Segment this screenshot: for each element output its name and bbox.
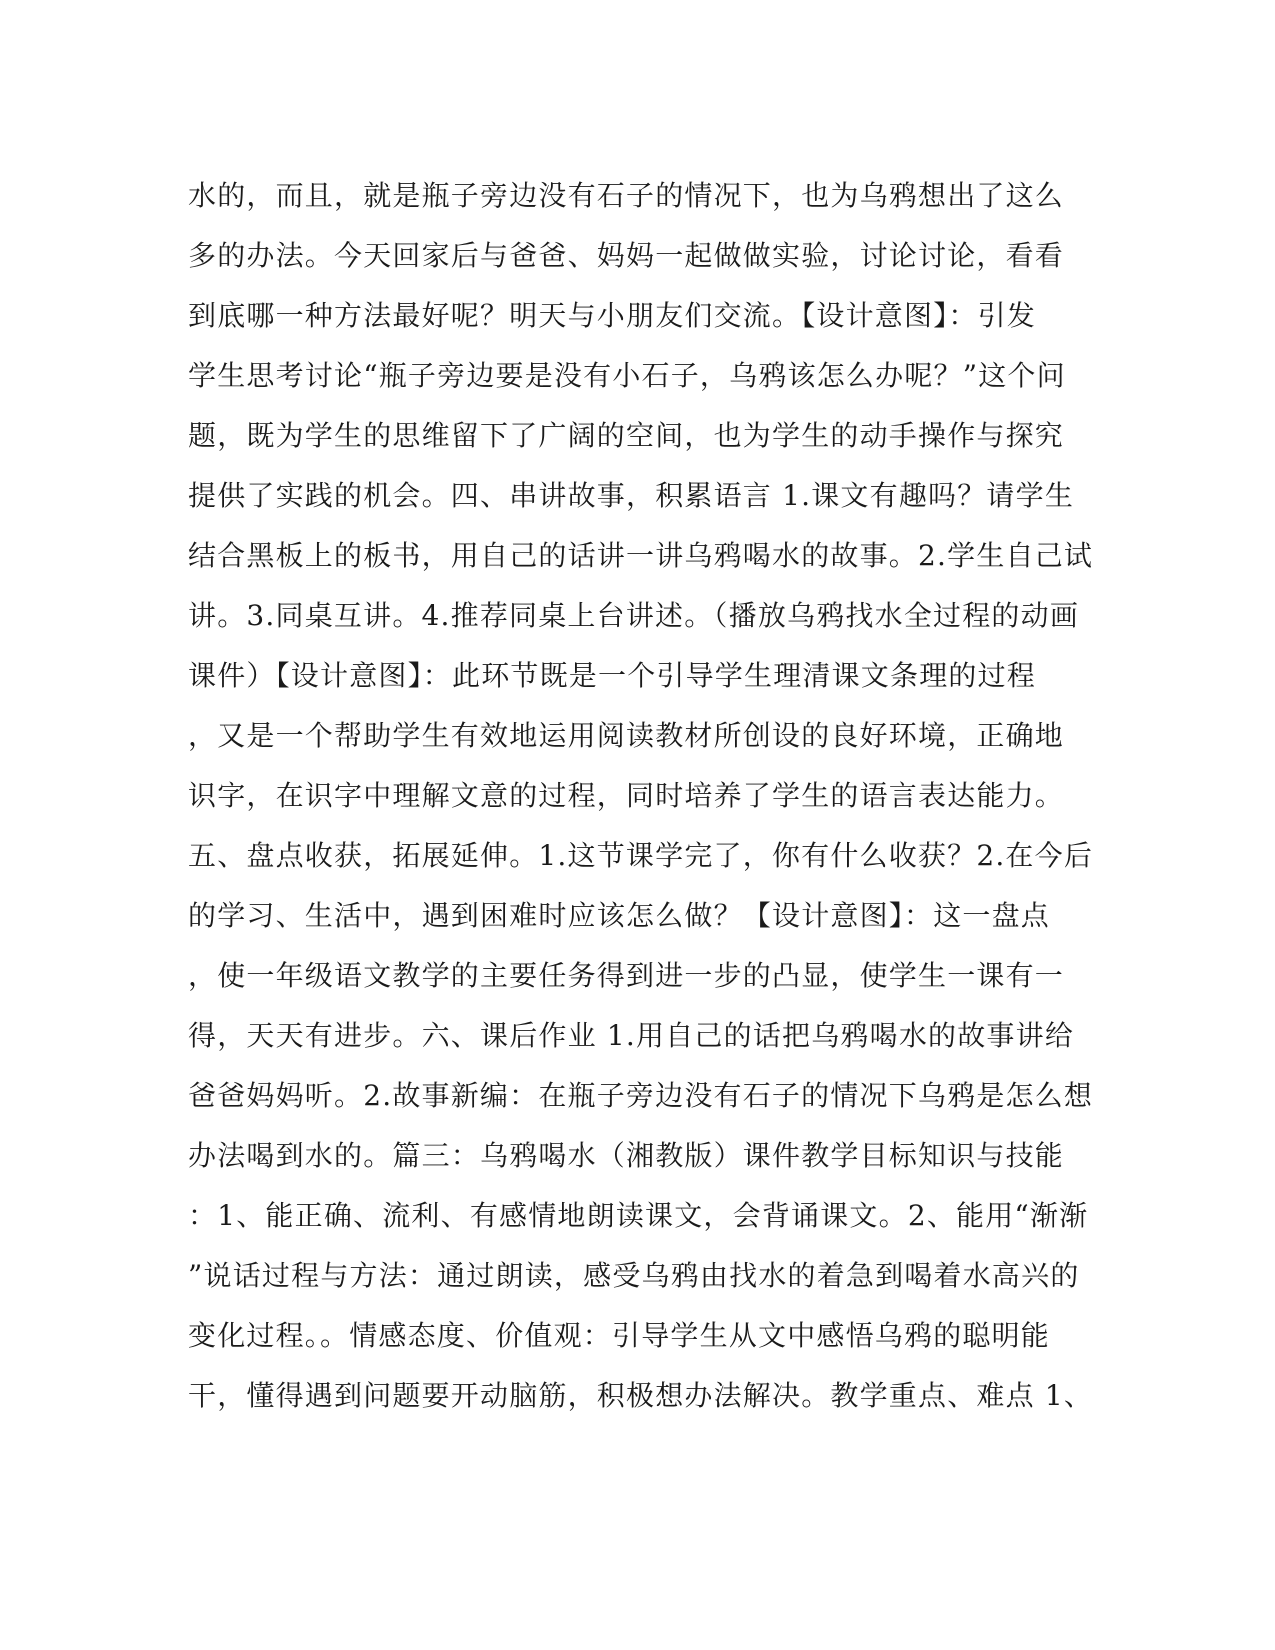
- text-line: 多的办法。今天回家后与爸爸、妈妈一起做做实验，讨论讨论，看看: [188, 239, 1065, 272]
- text-line: ，使一年级语文教学的主要任务得到进一步的凸显，使学生一课有一: [188, 959, 1065, 992]
- text-line: 爸爸妈妈听。2.故事新编：在瓶子旁边没有石子的情况下乌鸦是怎么想: [188, 1079, 1094, 1112]
- text-line: 识字，在识字中理解文意的过程，同时培养了学生的语言表达能力。: [188, 779, 1065, 812]
- text-line: ，又是一个帮助学生有效地运用阅读教材所创设的良好环境，正确地: [188, 719, 1065, 752]
- text-line: ”说话过程与方法：通过朗读，感受乌鸦由找水的着急到喝着水高兴的: [188, 1259, 1080, 1292]
- text-line: 提供了实践的机会。四、串讲故事，积累语言 1.课文有趣吗？请学生: [188, 479, 1075, 512]
- text-line: 的学习、生活中，遇到困难时应该怎么做？【设计意图】：这一盘点: [188, 899, 1051, 932]
- text-line: 水的，而且，就是瓶子旁边没有石子的情况下，也为乌鸦想出了这么: [188, 179, 1065, 212]
- text-line: 五、盘点收获，拓展延伸。1.这节课学完了，你有什么收获？2.在今后: [188, 839, 1094, 872]
- text-line: 干，懂得遇到问题要开动脑筋，积极想办法解决。教学重点、难点 1、: [188, 1379, 1094, 1412]
- text-line: 办法喝到水的。篇三：乌鸦喝水（湘教版）课件教学目标知识与技能: [188, 1139, 1065, 1172]
- text-line: 题，既为学生的思维留下了广阔的空间，也为学生的动手操作与探究: [188, 419, 1065, 452]
- text-line: 到底哪一种方法最好呢？明天与小朋友们交流。【设计意图】：引发: [188, 299, 1037, 332]
- body-text: [188, 166, 1094, 1426]
- text-line: 学生思考讨论“瓶子旁边要是没有小石子，乌鸦该怎么办呢？”这个问: [188, 359, 1066, 392]
- text-line: 得，天天有进步。六、课后作业 1.用自己的话把乌鸦喝水的故事讲给: [188, 1019, 1075, 1052]
- text-line: 变化过程。。情感态度、价值观：引导学生从文中感悟乌鸦的聪明能: [188, 1319, 1051, 1352]
- text-line: ：1、能正确、流利、有感情地朗读课文，会背诵课文。2、能用“渐渐: [188, 1199, 1089, 1232]
- text-line: 课件）【设计意图】：此环节既是一个引导学生理清课文条理的过程: [188, 659, 1037, 692]
- text-line: 讲。3.同桌互讲。4.推荐同桌上台讲述。（播放乌鸦找水全过程的动画: [188, 599, 1080, 632]
- text-line: 结合黑板上的板书，用自己的话讲一讲乌鸦喝水的故事。2.学生自己试: [188, 539, 1094, 572]
